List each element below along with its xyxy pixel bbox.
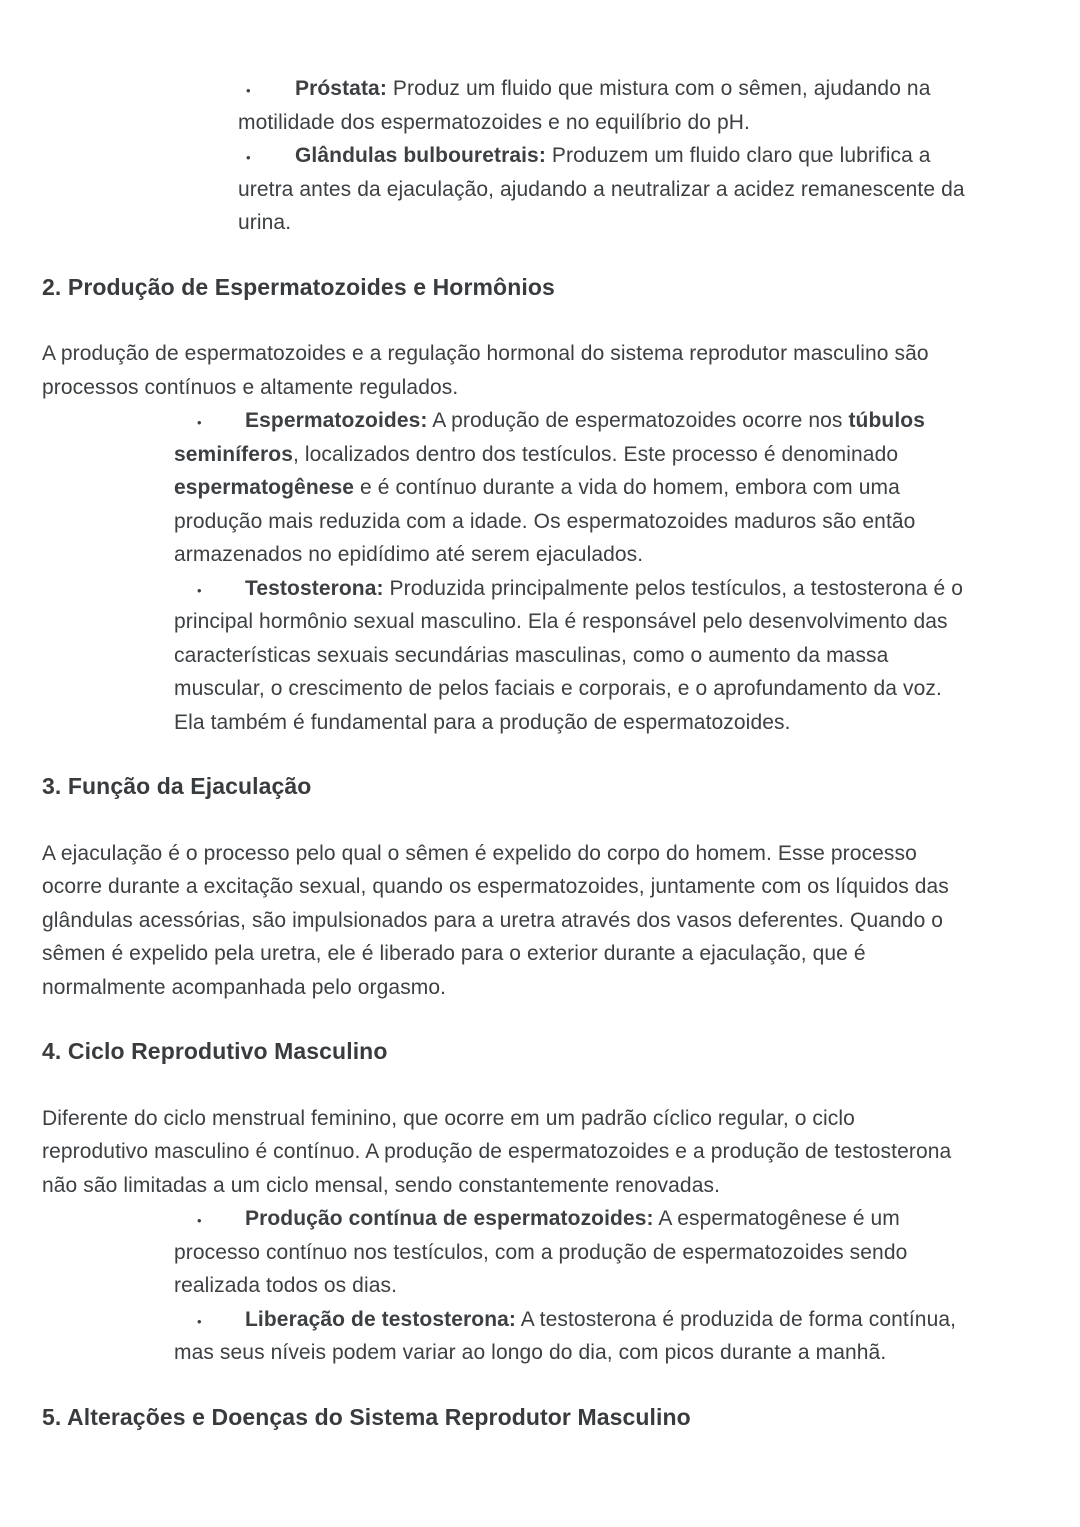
text: urina. xyxy=(238,211,292,234)
text-line xyxy=(42,1202,1050,1236)
paragraph xyxy=(42,837,1050,1005)
text-line xyxy=(42,1336,1050,1370)
text: produção mais reduzida com a idade. Os espermatozoides maduros são então xyxy=(174,509,916,533)
text-line xyxy=(42,1269,1050,1303)
text: A produção de espermatozoides e a regulação hormonal do sistema reprodutor masculino são xyxy=(42,342,929,365)
bold-text: Espermatozoides: xyxy=(245,409,428,432)
bullet-icon: • xyxy=(197,1213,202,1228)
bold-text: seminíferos xyxy=(174,442,293,466)
text: A produção de espermatozoides ocorre nos xyxy=(427,409,849,432)
text: não são limitadas a um ciclo mensal, sendo constantemente renovadas. xyxy=(42,1173,721,1197)
list-item xyxy=(42,1202,1050,1303)
text-line xyxy=(42,605,1050,639)
paragraph xyxy=(42,337,1050,404)
bullet-icon: • xyxy=(246,150,251,165)
text-line xyxy=(42,937,1050,971)
text-line xyxy=(42,404,1050,438)
text-line xyxy=(42,706,1050,740)
text: A espermatogênese é um xyxy=(653,1207,900,1230)
text-line xyxy=(42,1135,1050,1169)
text-line xyxy=(42,106,1050,140)
text-line xyxy=(42,471,1050,505)
text-line xyxy=(42,1303,1050,1337)
text: uretra antes da ejaculação, ajudando a neutralizar a acidez remanescente da xyxy=(238,177,965,201)
text-line xyxy=(42,139,1050,173)
text-line xyxy=(42,1236,1050,1270)
text-line xyxy=(42,206,1050,240)
bold-text: Produção contínua de espermatozoides: xyxy=(245,1207,654,1230)
text: glândulas acessórias, são impulsionados para a uretra através dos vasos deferentes. Quando o xyxy=(42,908,944,932)
section-heading: 4. Ciclo Reprodutivo Masculino xyxy=(42,1038,388,1064)
bullet-icon: • xyxy=(197,1313,202,1329)
list-item xyxy=(42,572,1050,740)
text: reprodutivo masculino é contínuo. A produção de espermatozoides e a produção de testosterona xyxy=(42,1140,952,1163)
bullet-list xyxy=(42,72,1050,240)
bullet-icon: • xyxy=(197,415,202,430)
text-line xyxy=(42,173,1050,207)
bullet-icon: • xyxy=(246,83,251,98)
list-item xyxy=(42,1303,1050,1370)
bold-text: espermatogênese xyxy=(174,476,355,499)
bullet-icon: • xyxy=(197,582,202,598)
text: A ejaculação é o processo pelo qual o sêmen é expelido do corpo do homem. Esse processo xyxy=(42,841,917,865)
text-line xyxy=(42,639,1050,673)
bullet-list xyxy=(42,1202,1050,1370)
text: Diferente do ciclo menstrual feminino, que ocorre em um padrão cíclico regular, o ciclo xyxy=(42,1106,855,1130)
bullet-list xyxy=(42,404,1050,739)
text: armazenados no epidídimo até serem ejaculados. xyxy=(174,543,644,566)
text-line xyxy=(42,870,1050,904)
section-heading: 3. Função da Ejaculação xyxy=(42,773,312,799)
text-line xyxy=(42,72,1050,106)
bold-text: Glândulas bulbouretrais: xyxy=(295,144,546,167)
list-item xyxy=(42,139,1050,240)
text: Produzem um fluido claro que lubrifica a xyxy=(545,144,931,167)
text-line xyxy=(42,1102,1050,1136)
section-heading: 2. Produção de Espermatozoides e Hormônios xyxy=(42,273,555,300)
text: Produz um fluido que mistura com o sêmen, ajudando na xyxy=(386,77,931,100)
text: principal hormônio sexual masculino. Ela é responsável pelo desenvolvimento das xyxy=(174,610,948,633)
section-heading: 5. Alterações e Doenças do Sistema Reprodutor Masculino xyxy=(42,1403,691,1430)
paragraph xyxy=(42,1102,1050,1203)
text: muscular, o crescimento de pelos faciais e corporais, e o aprofundamento da voz. xyxy=(174,677,942,700)
text: motilidade dos espermatozoides e no equilíbrio do pH. xyxy=(238,110,750,134)
text: processo contínuo nos testículos, com a produção de espermatozoides sendo xyxy=(174,1240,908,1264)
text-line xyxy=(42,505,1050,539)
text-line xyxy=(42,672,1050,706)
list-item xyxy=(42,72,1050,139)
bold-text: túbulos xyxy=(848,409,925,432)
text-line xyxy=(42,904,1050,938)
bold-text: Testosterona: xyxy=(245,576,384,600)
text: ocorre durante a excitação sexual, quando os espermatozoides, juntamente com os líquidos das xyxy=(42,875,949,898)
text-line xyxy=(42,572,1050,606)
text-line xyxy=(42,337,1050,371)
list-item xyxy=(42,404,1050,572)
text: processos contínuos e altamente regulados. xyxy=(42,375,459,399)
text-line xyxy=(42,438,1050,472)
text-line xyxy=(42,1169,1050,1203)
text-line xyxy=(42,971,1050,1005)
text: e é contínuo durante a vida do homem, embora com uma xyxy=(354,476,900,499)
text: sêmen é expelido pela uretra, ele é liberado para o exterior durante a ejaculação, que é xyxy=(42,942,866,965)
text: Produzida principalmente pelos testículos, a testosterona é o xyxy=(383,576,963,600)
text: Ela também é fundamental para a produção de espermatozoides. xyxy=(174,710,791,734)
bold-text: Próstata: xyxy=(295,77,387,100)
document-content xyxy=(42,72,1050,1434)
text-line xyxy=(42,837,1050,871)
text: mas seus níveis podem variar ao longo do dia, com picos durante a manhã. xyxy=(174,1341,887,1364)
text: A testosterona é produzida de forma contínua, xyxy=(516,1307,957,1331)
text-line xyxy=(42,371,1050,405)
text: , localizados dentro dos testículos. Este processo é denominado xyxy=(292,442,899,466)
text: realizada todos os dias. xyxy=(174,1274,398,1297)
bold-text: Liberação de testosterona: xyxy=(245,1307,517,1331)
text: características sexuais secundárias masculinas, como o aumento da massa xyxy=(174,643,889,667)
text-line xyxy=(42,538,1050,572)
text: normalmente acompanhada pelo orgasmo. xyxy=(42,975,447,999)
